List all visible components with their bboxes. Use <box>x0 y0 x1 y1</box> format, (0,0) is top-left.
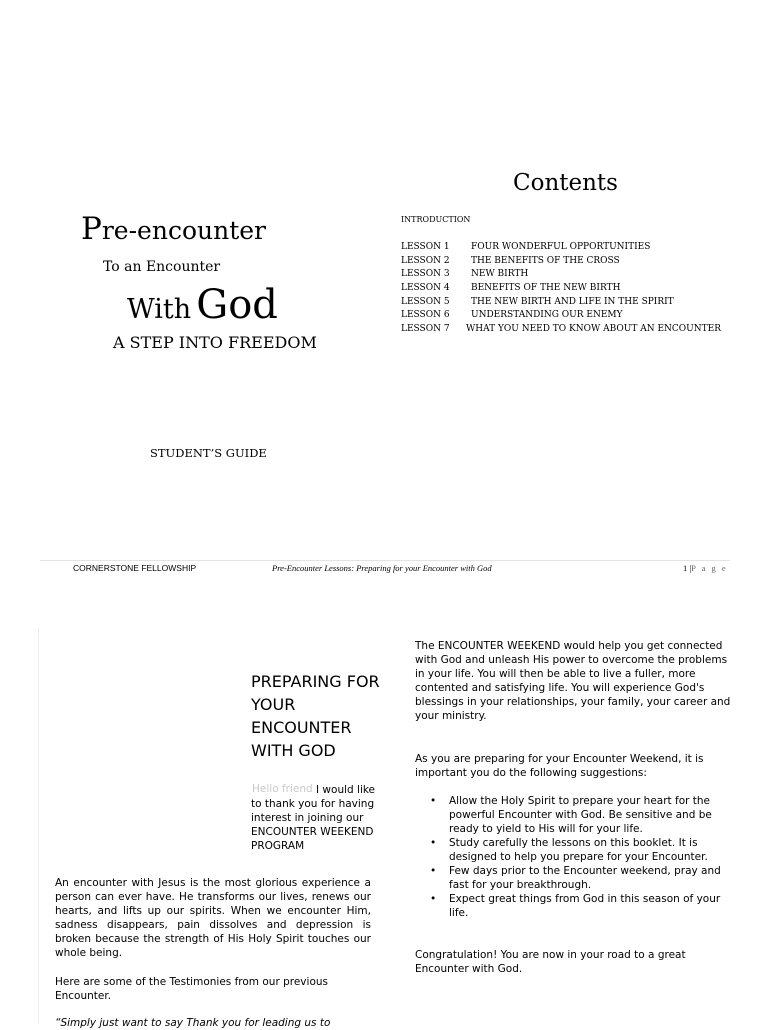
footer-divider <box>40 560 730 561</box>
cover-title-pre-encounter <box>81 211 266 247</box>
toc-row <box>401 268 721 282</box>
toc-lesson-number: LESSON 4 <box>401 283 450 294</box>
toc-row <box>401 255 721 269</box>
list-item: • Allow the Holy Spirit to prepare your heart for the powerful Encounter with God. Be sensitive and be ready to yield to His will for your life. <box>430 794 735 836</box>
cover-title-god: God <box>196 282 278 328</box>
table-of-contents <box>401 241 721 337</box>
toc-lesson-title: WHAT YOU NEED TO KNOW ABOUT AN ENCOUNTER <box>465 324 721 335</box>
toc-lesson-number: LESSON 6 <box>401 310 450 321</box>
toc-lesson-number: LESSON 1 <box>401 242 450 252</box>
page2-heading: PREPARING FOR YOUR ENCOUNTER WITH GOD <box>251 672 380 760</box>
cover-title-with: With <box>127 294 192 325</box>
footer-page-number <box>683 563 728 573</box>
toc-row <box>401 323 721 337</box>
thanks-text: I would like to thank you for having interest in joining our ENCOUNTER WEEKEND PROGRAM <box>251 784 376 852</box>
suggestions-list <box>430 794 735 920</box>
suggestions-intro: As you are preparing for your Encounter Weekend, it is important you do the following suggestions: <box>415 753 704 779</box>
toc-lesson-title: UNDERSTANDING OUR ENEMY <box>471 310 623 321</box>
cover-subtitle: To an Encounter <box>103 259 221 275</box>
faded-greeting: Hello friend <box>252 783 313 795</box>
toc-row <box>401 296 721 310</box>
toc-row <box>401 309 721 323</box>
footer-organization: CORNERSTONE FELLOWSHIP <box>73 563 197 573</box>
cover-title-with-god <box>127 282 278 328</box>
toc-lesson-number: LESSON 5 <box>401 296 450 307</box>
contents-heading: Contents <box>513 170 618 196</box>
cover-tagline: A STEP INTO FREEDOM <box>113 333 317 352</box>
list-item: • Expect great things from God in this season of your life. <box>430 892 735 920</box>
toc-row <box>401 241 721 255</box>
toc-lesson-title: BENEFITS OF THE NEW BIRTH <box>471 283 621 294</box>
page-label: P a g e <box>691 563 728 573</box>
testimony-quote: “Simply just want to say Thank you for leading us to <box>55 1017 331 1029</box>
testimonies-paragraph: Here are some of the Testimonies from our previous Encounter. <box>55 976 328 1002</box>
toc-lesson-title: THE NEW BIRTH AND LIFE IN THE SPIRIT <box>471 296 674 307</box>
footer-document-title: Pre-Encounter Lessons: Preparing for your Encounter with God <box>272 563 492 573</box>
congratulation-paragraph: Congratulation! You are now in your road to a great Encounter with God. <box>415 949 686 975</box>
toc-lesson-title: NEW BIRTH <box>471 269 529 280</box>
toc-introduction: INTRODUCTION <box>401 215 471 224</box>
toc-lesson-number: LESSON 7 <box>401 324 450 335</box>
cover-students-guide: STUDENT’S GUIDE <box>150 446 267 460</box>
cover-title-initial: P <box>81 211 102 247</box>
toc-row <box>401 282 721 296</box>
cover-title-rest: re-encounter <box>101 216 266 245</box>
toc-lesson-title: THE BENEFITS OF THE CROSS <box>471 255 620 266</box>
list-item: • Few days prior to the Encounter weekend, pray and fast for your breakthrough. <box>430 864 735 892</box>
page-number: 1 <box>683 563 688 573</box>
toc-lesson-number: LESSON 3 <box>401 269 450 280</box>
page-edge <box>38 628 39 1024</box>
encounter-paragraph: An encounter with Jesus is the most glorious experience a person can ever have. He transforms our lives, renews our hearts, and lifts up our spirits. When we encounter Him, sadness disappears, pain dissolves and depression is broken because the strength of His Holy Spirit touches our whole being. <box>55 877 371 959</box>
toc-lesson-title: FOUR WONDERFUL OPPORTUNITIES <box>471 242 651 252</box>
toc-lesson-number: LESSON 2 <box>401 255 450 266</box>
page-separator: | <box>689 563 692 573</box>
thanks-paragraph <box>251 783 376 853</box>
encounter-weekend-paragraph: The ENCOUNTER WEEKEND would help you get connected with God and unleash His power to overcome the problems in your life. You will then be able to live a fuller, more contented and satisfying life. You will experience God's blessings in your relationships, your family, your career and your ministry. <box>415 640 731 722</box>
list-item: • Study carefully the lessons on this booklet. It is designed to help you prepare for your Encounter. <box>430 836 735 864</box>
